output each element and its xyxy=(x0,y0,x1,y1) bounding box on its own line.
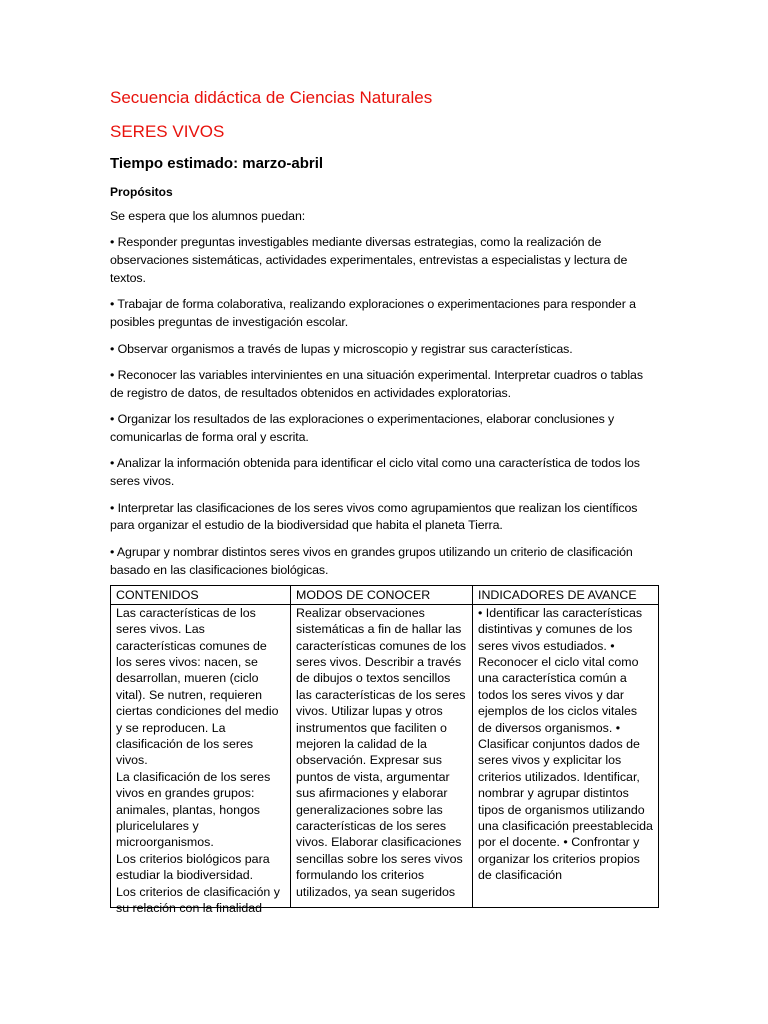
time-estimate-heading: Tiempo estimado: marzo-abril xyxy=(110,155,324,172)
purpose-item: • Interpretar las clasificaciones de los seres vivos como agrupamientos que realizan los científicos para organizar el estudio de la biodiversidad que habita el planeta Tierra. xyxy=(110,500,638,533)
table-header-row xyxy=(111,586,659,604)
purpose-item: • Responder preguntas investigables mediante diversas estrategias, como la realización de observaciones sistemáticas, actividades experimentales, entrevistas a especialistas y lectura de textos. xyxy=(110,235,628,285)
purpose-item: • Organizar los resultados de las exploraciones o experimentaciones, elaborar conclusiones y comunicarlas de forma oral y escrita. xyxy=(110,412,615,444)
content-table xyxy=(110,585,659,916)
cell-modos-de-conocer xyxy=(291,604,473,907)
intro-paragraph: Se espera que los alumnos puedan: xyxy=(110,209,306,223)
cell-indicadores-text: • Identificar las características distintivas y comunes de los seres vivos estudiados. • Reconocer el ciclo vital como una característica común a todos los seres vivos y dar ejemplos de los ciclos vitales de diversos organismos. • Clasificar conjuntos dados de seres vivos y explicitar los criterios utilizados. Identificar, nombrar y agrupar distintos tipos de organismos utilizando una clasificación preestablecida por el docente. • Confrontar y organizar los criterios propios de clasificación xyxy=(478,605,653,883)
purpose-item: • Reconocer las variables intervinientes en una situación experimental. Interpretar cuadros o tablas de registro de datos, de resultados obtenidos en actividades exploratorias. xyxy=(110,367,643,400)
document-page xyxy=(110,86,658,916)
cell-modos-de-conocer-text: Realizar observaciones sistemáticas a fin de hallar las características comunes de los seres vivos. Describir a través de dibujos o textos sencillos las características de los seres vivos. Utilizar lupas y otros instrumentos que faciliten o mejoren la calidad de la observación. Expresar sus puntos de vista, argumentar sus afirmaciones y elaborar generalizaciones sobre las características de los seres vivos. Elaborar clasificaciones sencillas sobre los seres vivos formulando los criterios utilizados, ya sean sugeridos xyxy=(296,605,467,899)
header-modos-de-conocer: MODOS DE CONOCER xyxy=(291,586,473,604)
purpose-item: • Analizar la información obtenida para identificar el ciclo vital como una característica de todos los seres vivos. xyxy=(110,456,640,489)
cell-contenidos xyxy=(111,604,291,916)
document-title: Secuencia didáctica de Ciencias Naturales xyxy=(110,88,433,107)
cell-indicadores-de-avance xyxy=(473,604,659,907)
cell-contenidos-text: Las características de los seres vivos. Las características comunes de los seres vivos: nacen, se desarrollan, mueren (ciclo vital). Se nutren, requieren ciertas condiciones del medio y se reproducen. La clasificación de los seres vivos. La clasificación de los seres vivos en grandes grupos: animales, plantas, hongos pluricelulares y microorganismos. Los criterios biológicos para estudiar la biodiversidad. Los criterios de clasificación y su relación con la finalidad xyxy=(116,605,280,916)
header-indicadores-de-avance: INDICADORES DE AVANCE xyxy=(473,586,659,604)
purpose-item: • Observar organismos a través de lupas y microscopio y registrar sus características. xyxy=(110,341,573,356)
purpose-item: • Agrupar y nombrar distintos seres vivos en grandes grupos utilizando un criterio de clasificación basado en las clasificaciones biológicas. xyxy=(110,544,633,577)
header-contenidos: CONTENIDOS xyxy=(111,586,291,604)
purpose-item: • Trabajar de forma colaborativa, realizando exploraciones o experimentaciones para responder a posibles preguntas de investigación escolar. xyxy=(110,297,636,330)
document-subtitle: SERES VIVOS xyxy=(110,122,225,141)
purposes-heading: Propósitos xyxy=(110,185,173,199)
table-row xyxy=(111,604,659,907)
